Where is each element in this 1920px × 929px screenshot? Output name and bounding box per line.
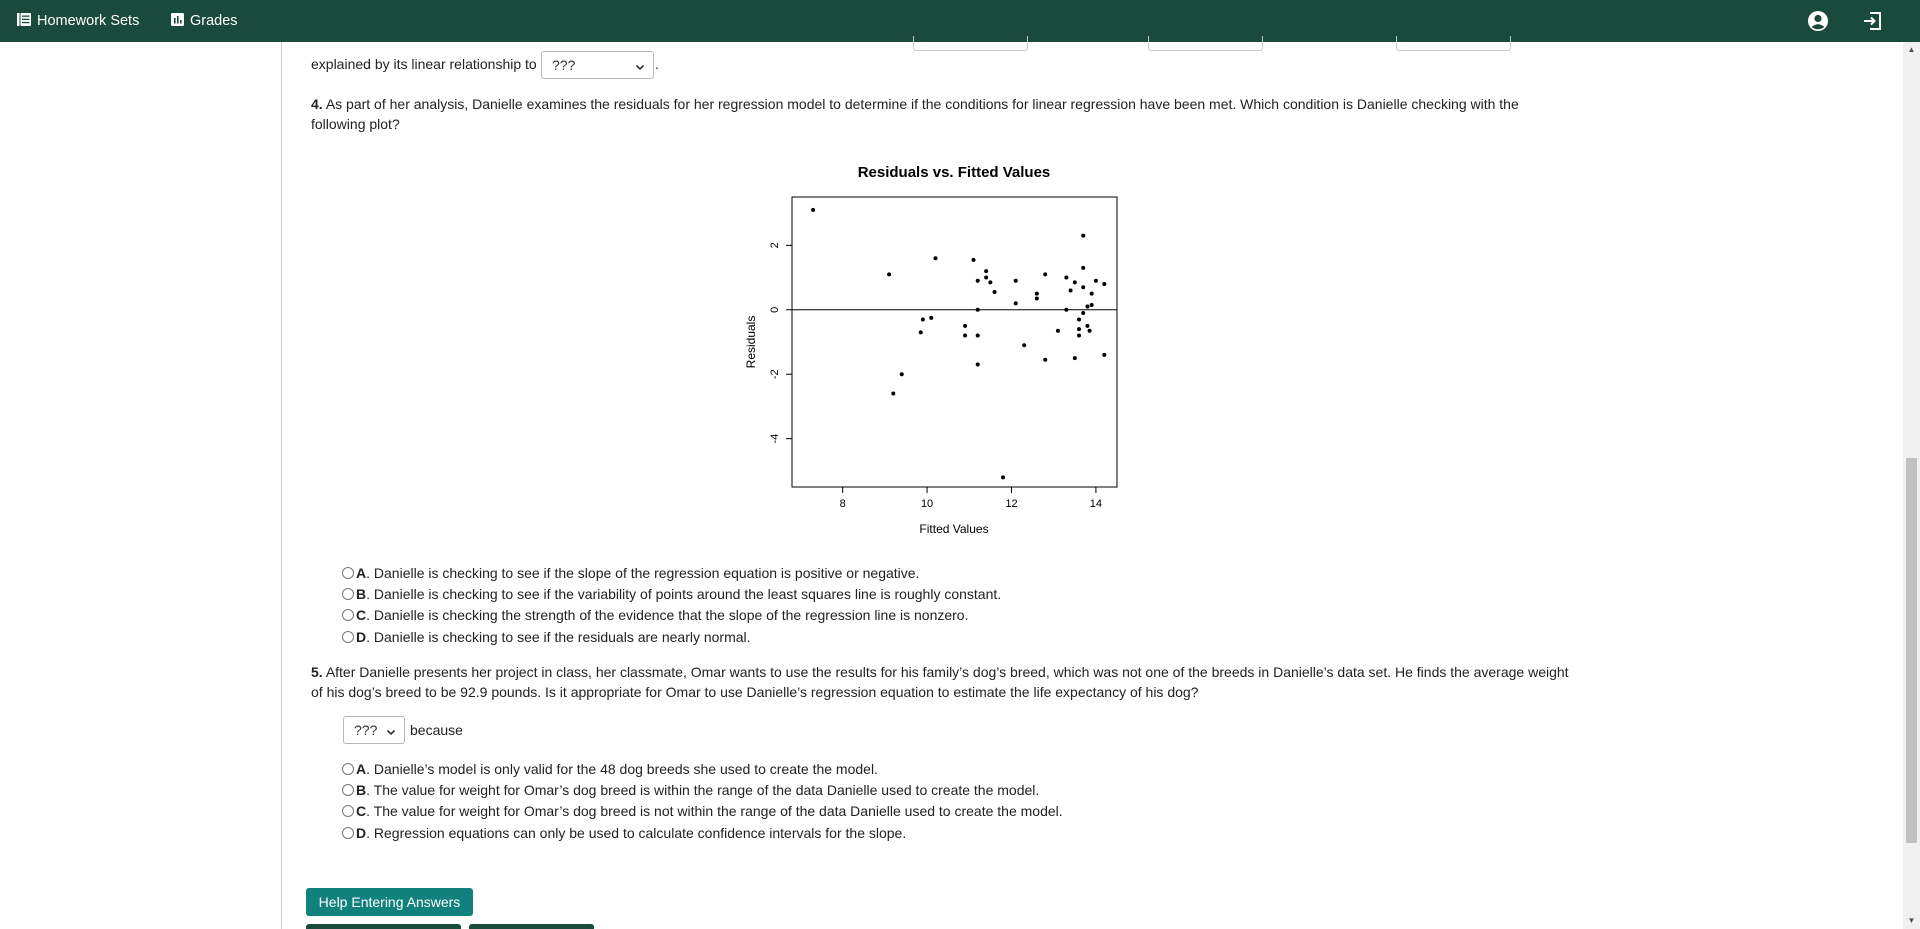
data-point — [1081, 285, 1085, 289]
chart-title: Residuals vs. Fitted Values — [857, 164, 1051, 181]
data-point — [1102, 353, 1106, 357]
data-point — [921, 317, 925, 321]
data-point — [900, 372, 904, 376]
data-point — [963, 324, 967, 328]
user-circle-icon[interactable] — [1807, 10, 1829, 32]
question-5-option-a[interactable] — [342, 759, 878, 779]
help-entering-answers-label: Help Entering Answers — [318, 894, 461, 910]
data-point — [993, 290, 997, 294]
previous-answer-field-3[interactable] — [1396, 36, 1511, 51]
data-point — [1077, 327, 1081, 331]
data-point — [984, 276, 988, 280]
data-point — [1073, 356, 1077, 360]
data-point — [1001, 475, 1005, 479]
option-text: . Danielle’s model is only valid for the 48 dog breeds she used to create the model. — [366, 761, 878, 777]
question-5-text-line2: of his dog’s breed to be 92.9 pounds. Is it appropriate for Omar to use Danielle’s regression equation to estimate the life expectancy of his dog? — [311, 684, 1199, 700]
nav-grades[interactable] — [171, 0, 238, 42]
scroll-down-arrow-icon[interactable]: ▼ — [1907, 916, 1916, 925]
question-5-text — [311, 662, 1601, 682]
data-point — [1085, 305, 1089, 309]
option-letter: B — [356, 782, 367, 799]
question-4-text-line2: following plot? — [311, 116, 400, 132]
chevron-down-icon — [386, 724, 396, 734]
scrollbar-thumb[interactable] — [1906, 458, 1917, 843]
scroll-up-arrow-icon[interactable]: ▲ — [1907, 45, 1916, 54]
data-point — [1035, 292, 1039, 296]
question-3-period: . — [655, 56, 659, 72]
question-5-because: because — [410, 722, 463, 738]
question-4-text — [311, 94, 1601, 114]
data-point — [1056, 329, 1060, 333]
option-letter: C — [356, 803, 367, 820]
question-4-radio-b[interactable] — [342, 588, 354, 600]
option-text: . The value for weight for Omar’s dog breed is not within the range of the data Danielle used to create the model. — [366, 803, 1063, 820]
data-point — [1043, 272, 1047, 276]
x-tick-label: 8 — [839, 498, 846, 510]
question-5-number: 5. — [311, 664, 323, 680]
data-point — [1064, 308, 1068, 312]
y-tick-label: 2 — [769, 242, 781, 249]
plot-frame — [792, 197, 1117, 487]
data-point — [1014, 279, 1018, 283]
option-text: . The value for weight for Omar’s dog breed is within the range of the data Danielle used to create the model. — [366, 782, 1040, 799]
chart-x-axis-label: Fitted Values — [919, 522, 989, 536]
question-4-radio-a[interactable] — [342, 567, 354, 579]
previous-answer-field-1[interactable] — [913, 36, 1028, 51]
data-point — [1088, 329, 1092, 333]
data-point — [1043, 358, 1047, 362]
y-tick-label: -2 — [769, 369, 781, 380]
option-text: . Regression equations can only be used to calculate confidence intervals for the slope. — [366, 824, 907, 841]
option-letter: A — [356, 565, 367, 581]
question-5-option-d[interactable] — [342, 823, 906, 843]
x-tick-label: 12 — [1005, 498, 1018, 510]
x-tick-label: 10 — [920, 498, 934, 510]
data-point — [1014, 301, 1018, 305]
question-4-radio-d[interactable] — [342, 631, 354, 643]
option-text: . Danielle is checking to see if the variability of points around the least squares line is roughly constant. — [366, 586, 1002, 603]
residuals-plot — [730, 158, 1130, 538]
option-letter: D — [356, 824, 367, 841]
data-point — [919, 330, 923, 334]
data-point — [891, 392, 895, 396]
data-point — [887, 272, 891, 276]
question-5-radio-b[interactable] — [342, 784, 354, 796]
data-point — [1035, 297, 1039, 301]
data-point — [1090, 303, 1094, 307]
question-3-select[interactable] — [541, 51, 654, 79]
nav-homework-sets-label: Homework Sets — [37, 13, 140, 29]
data-point — [1077, 317, 1081, 321]
y-tick-label: -4 — [769, 433, 781, 444]
question-5-select-value: ??? — [354, 722, 378, 738]
bar-chart-icon — [171, 13, 184, 30]
data-point — [1073, 280, 1077, 284]
data-point — [976, 363, 980, 367]
question-4-number: 4. — [311, 96, 323, 112]
data-point — [1090, 292, 1094, 296]
data-point — [1077, 334, 1081, 338]
question-4-option-a[interactable] — [342, 563, 919, 583]
previous-answer-field-2[interactable] — [1148, 36, 1263, 51]
question-4-option-d[interactable] — [342, 627, 751, 647]
help-entering-answers-button[interactable] — [306, 888, 473, 916]
option-letter: B — [356, 586, 367, 603]
question-4-option-b[interactable] — [342, 584, 1001, 604]
question-5-radio-a[interactable] — [342, 763, 354, 775]
data-point — [1081, 311, 1085, 315]
data-point — [934, 256, 938, 260]
partial-button-1[interactable] — [306, 924, 461, 929]
data-point — [976, 334, 980, 338]
chart-y-axis-label: Residuals — [744, 315, 758, 369]
data-point — [929, 316, 933, 320]
question-3-select-value: ??? — [552, 57, 576, 73]
chevron-down-icon — [635, 59, 645, 69]
option-text: . Danielle is checking the strength of the evidence that the slope of the regression line is nonzero. — [366, 607, 969, 624]
option-letter: D — [356, 628, 367, 645]
option-text: . Danielle is checking to see if the slope of the regression equation is positive or negative. — [366, 565, 920, 581]
partial-button-2[interactable] — [469, 924, 594, 929]
data-point — [984, 269, 988, 273]
data-point — [976, 308, 980, 312]
question-4-option-c[interactable] — [342, 605, 969, 625]
option-letter: A — [356, 761, 367, 777]
data-point — [963, 334, 967, 338]
question-5-text-line1: After Danielle presents her project in class, her classmate, Omar wants to use the results for his family’s dog’s breed, which was not one of the breeds in Danielle’s data set. He finds the average weight — [325, 664, 1569, 680]
data-point — [976, 279, 980, 283]
data-point — [1069, 288, 1073, 292]
data-point — [1081, 234, 1085, 238]
nav-homework-sets[interactable] — [17, 0, 139, 42]
data-point — [1085, 324, 1089, 328]
question-4-text-line1: As part of her analysis, Danielle examines the residuals for her regression model to determine if the conditions for linear regression have been met. Which condition is Danielle checking with the — [325, 96, 1519, 112]
question-5-option-b[interactable] — [342, 780, 1039, 800]
data-point — [1102, 282, 1106, 286]
data-point — [1081, 266, 1085, 270]
sign-out-icon[interactable] — [1862, 10, 1884, 32]
question-5-radio-d[interactable] — [342, 827, 354, 839]
question-5-option-c[interactable] — [342, 801, 1063, 821]
nav-grades-label: Grades — [190, 13, 238, 29]
data-point — [988, 280, 992, 284]
data-point — [1064, 276, 1068, 280]
sidebar-divider — [281, 42, 282, 929]
data-point — [1094, 279, 1098, 283]
data-point — [1022, 343, 1026, 347]
data-point — [971, 258, 975, 262]
question-4-radio-c[interactable] — [342, 609, 354, 621]
y-tick-label: 0 — [769, 306, 781, 313]
list-icon — [17, 13, 31, 30]
question-3-tail-text: explained by its linear relationship to — [311, 56, 537, 72]
x-tick-label: 14 — [1089, 498, 1103, 510]
option-text: . Danielle is checking to see if the residuals are nearly normal. — [366, 628, 751, 645]
option-letter: C — [356, 607, 367, 624]
question-5-select[interactable] — [343, 716, 405, 744]
data-point — [811, 208, 815, 212]
question-5-radio-c[interactable] — [342, 805, 354, 817]
